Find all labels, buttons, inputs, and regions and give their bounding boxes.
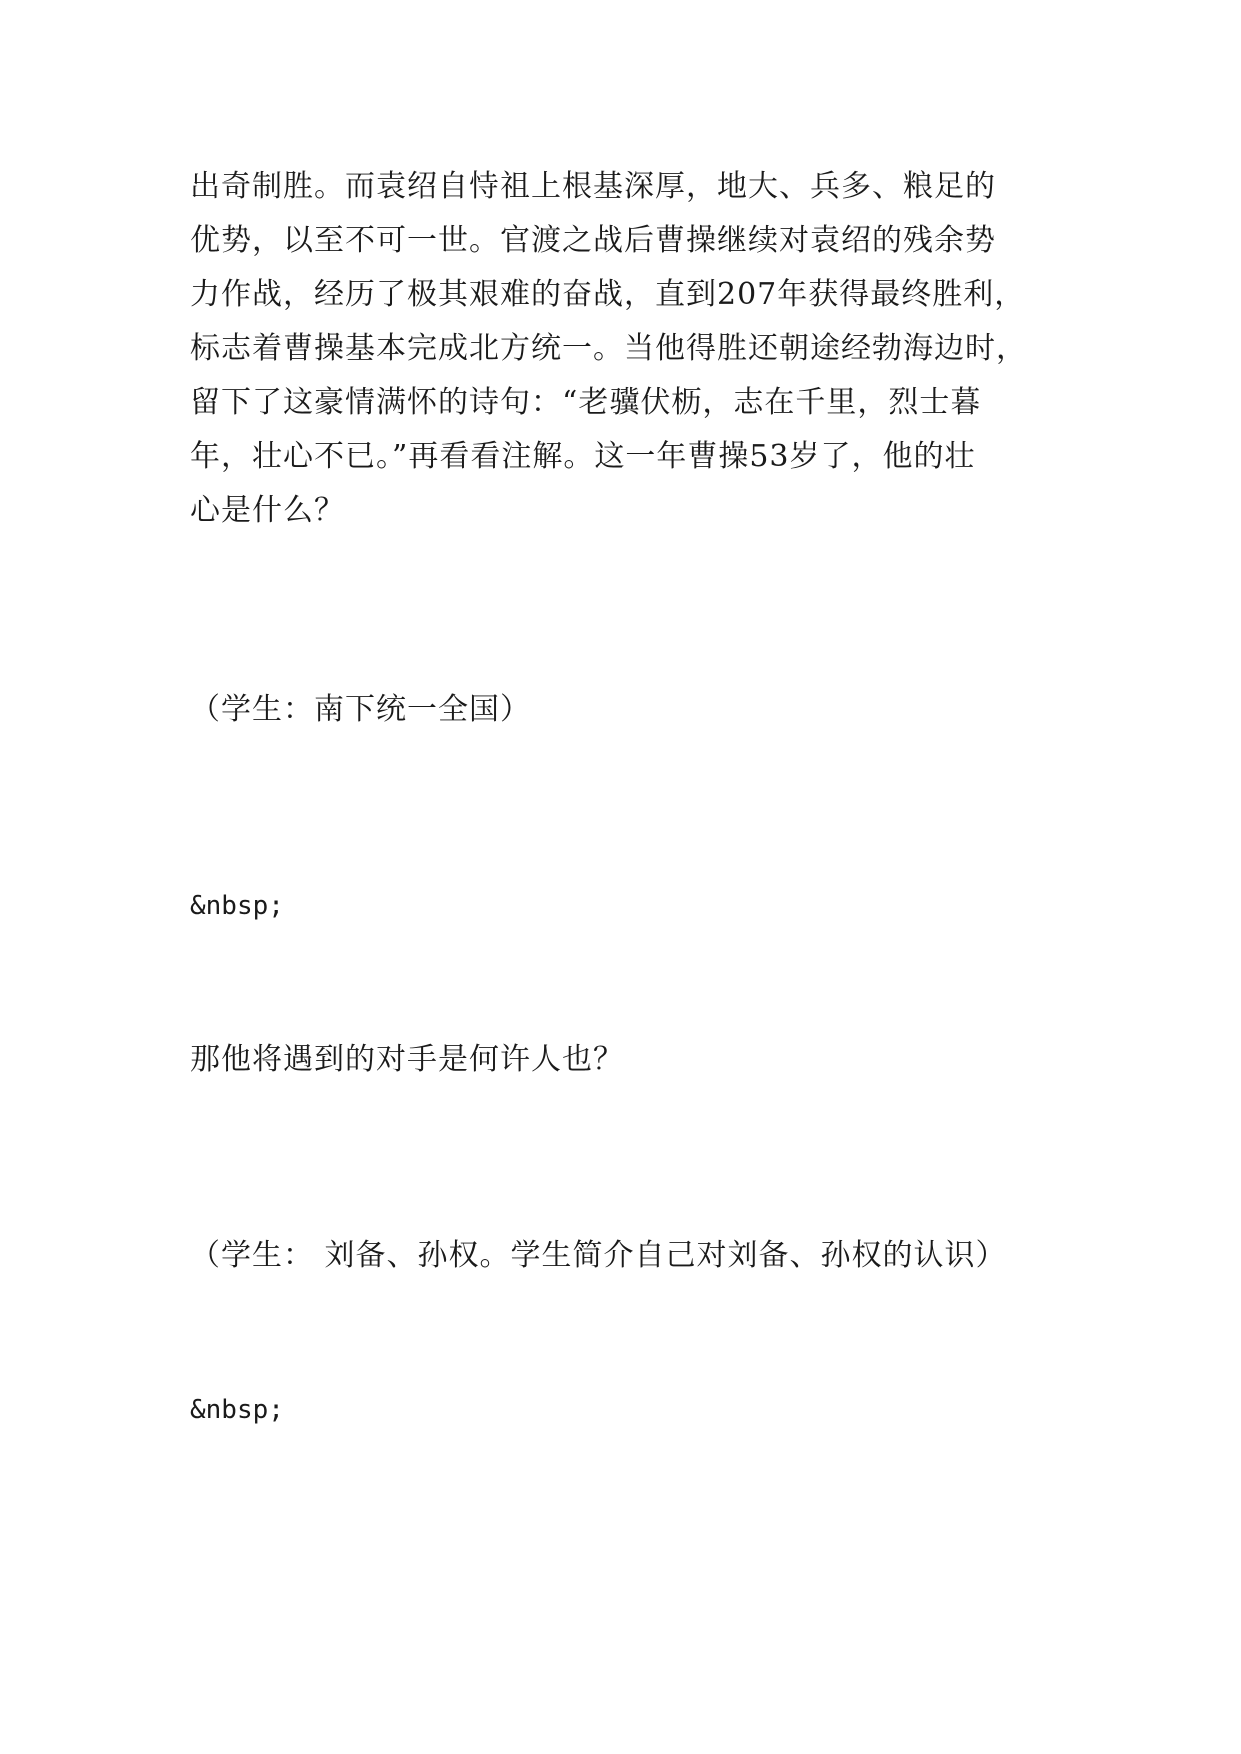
paragraph-1	[190, 160, 1050, 538]
paragraph-1-line-1: 出奇制胜。而袁绍自恃祖上根基深厚，地大、兵多、粮足的	[190, 169, 996, 204]
paragraph-1-line-5: 留下了这豪情满怀的诗句：“老骥伏枥，志在千里，烈士暮	[190, 385, 982, 420]
paragraph-1-line-3: 力作战，经历了极其艰难的奋战，直到207年获得最终胜利，	[190, 277, 1026, 312]
question-2: 那他将遇到的对手是何许人也？	[190, 1042, 624, 1077]
nbsp-text-1: &nbsp;	[190, 891, 284, 921]
paragraph-1-line-7: 心是什么？	[190, 493, 345, 528]
paragraph-1-line-4: 标志着曹操基本完成北方统一。当他得胜还朝途经勃海边时，	[190, 331, 1027, 366]
paragraph-1-line-6: 年，壮心不已。”再看看注解。这一年曹操53岁了，他的壮	[190, 439, 976, 474]
student-answer-2: （学生： 刘备、孙权。学生简介自己对刘备、孙权的认识）	[190, 1238, 1007, 1273]
student-answer-1: （学生：南下统一全国）	[190, 692, 531, 727]
nbsp-text-2: &nbsp;	[190, 1395, 284, 1425]
paragraph-1-line-2: 优势，以至不可一世。官渡之战后曹操继续对袁绍的残余势	[190, 223, 996, 258]
